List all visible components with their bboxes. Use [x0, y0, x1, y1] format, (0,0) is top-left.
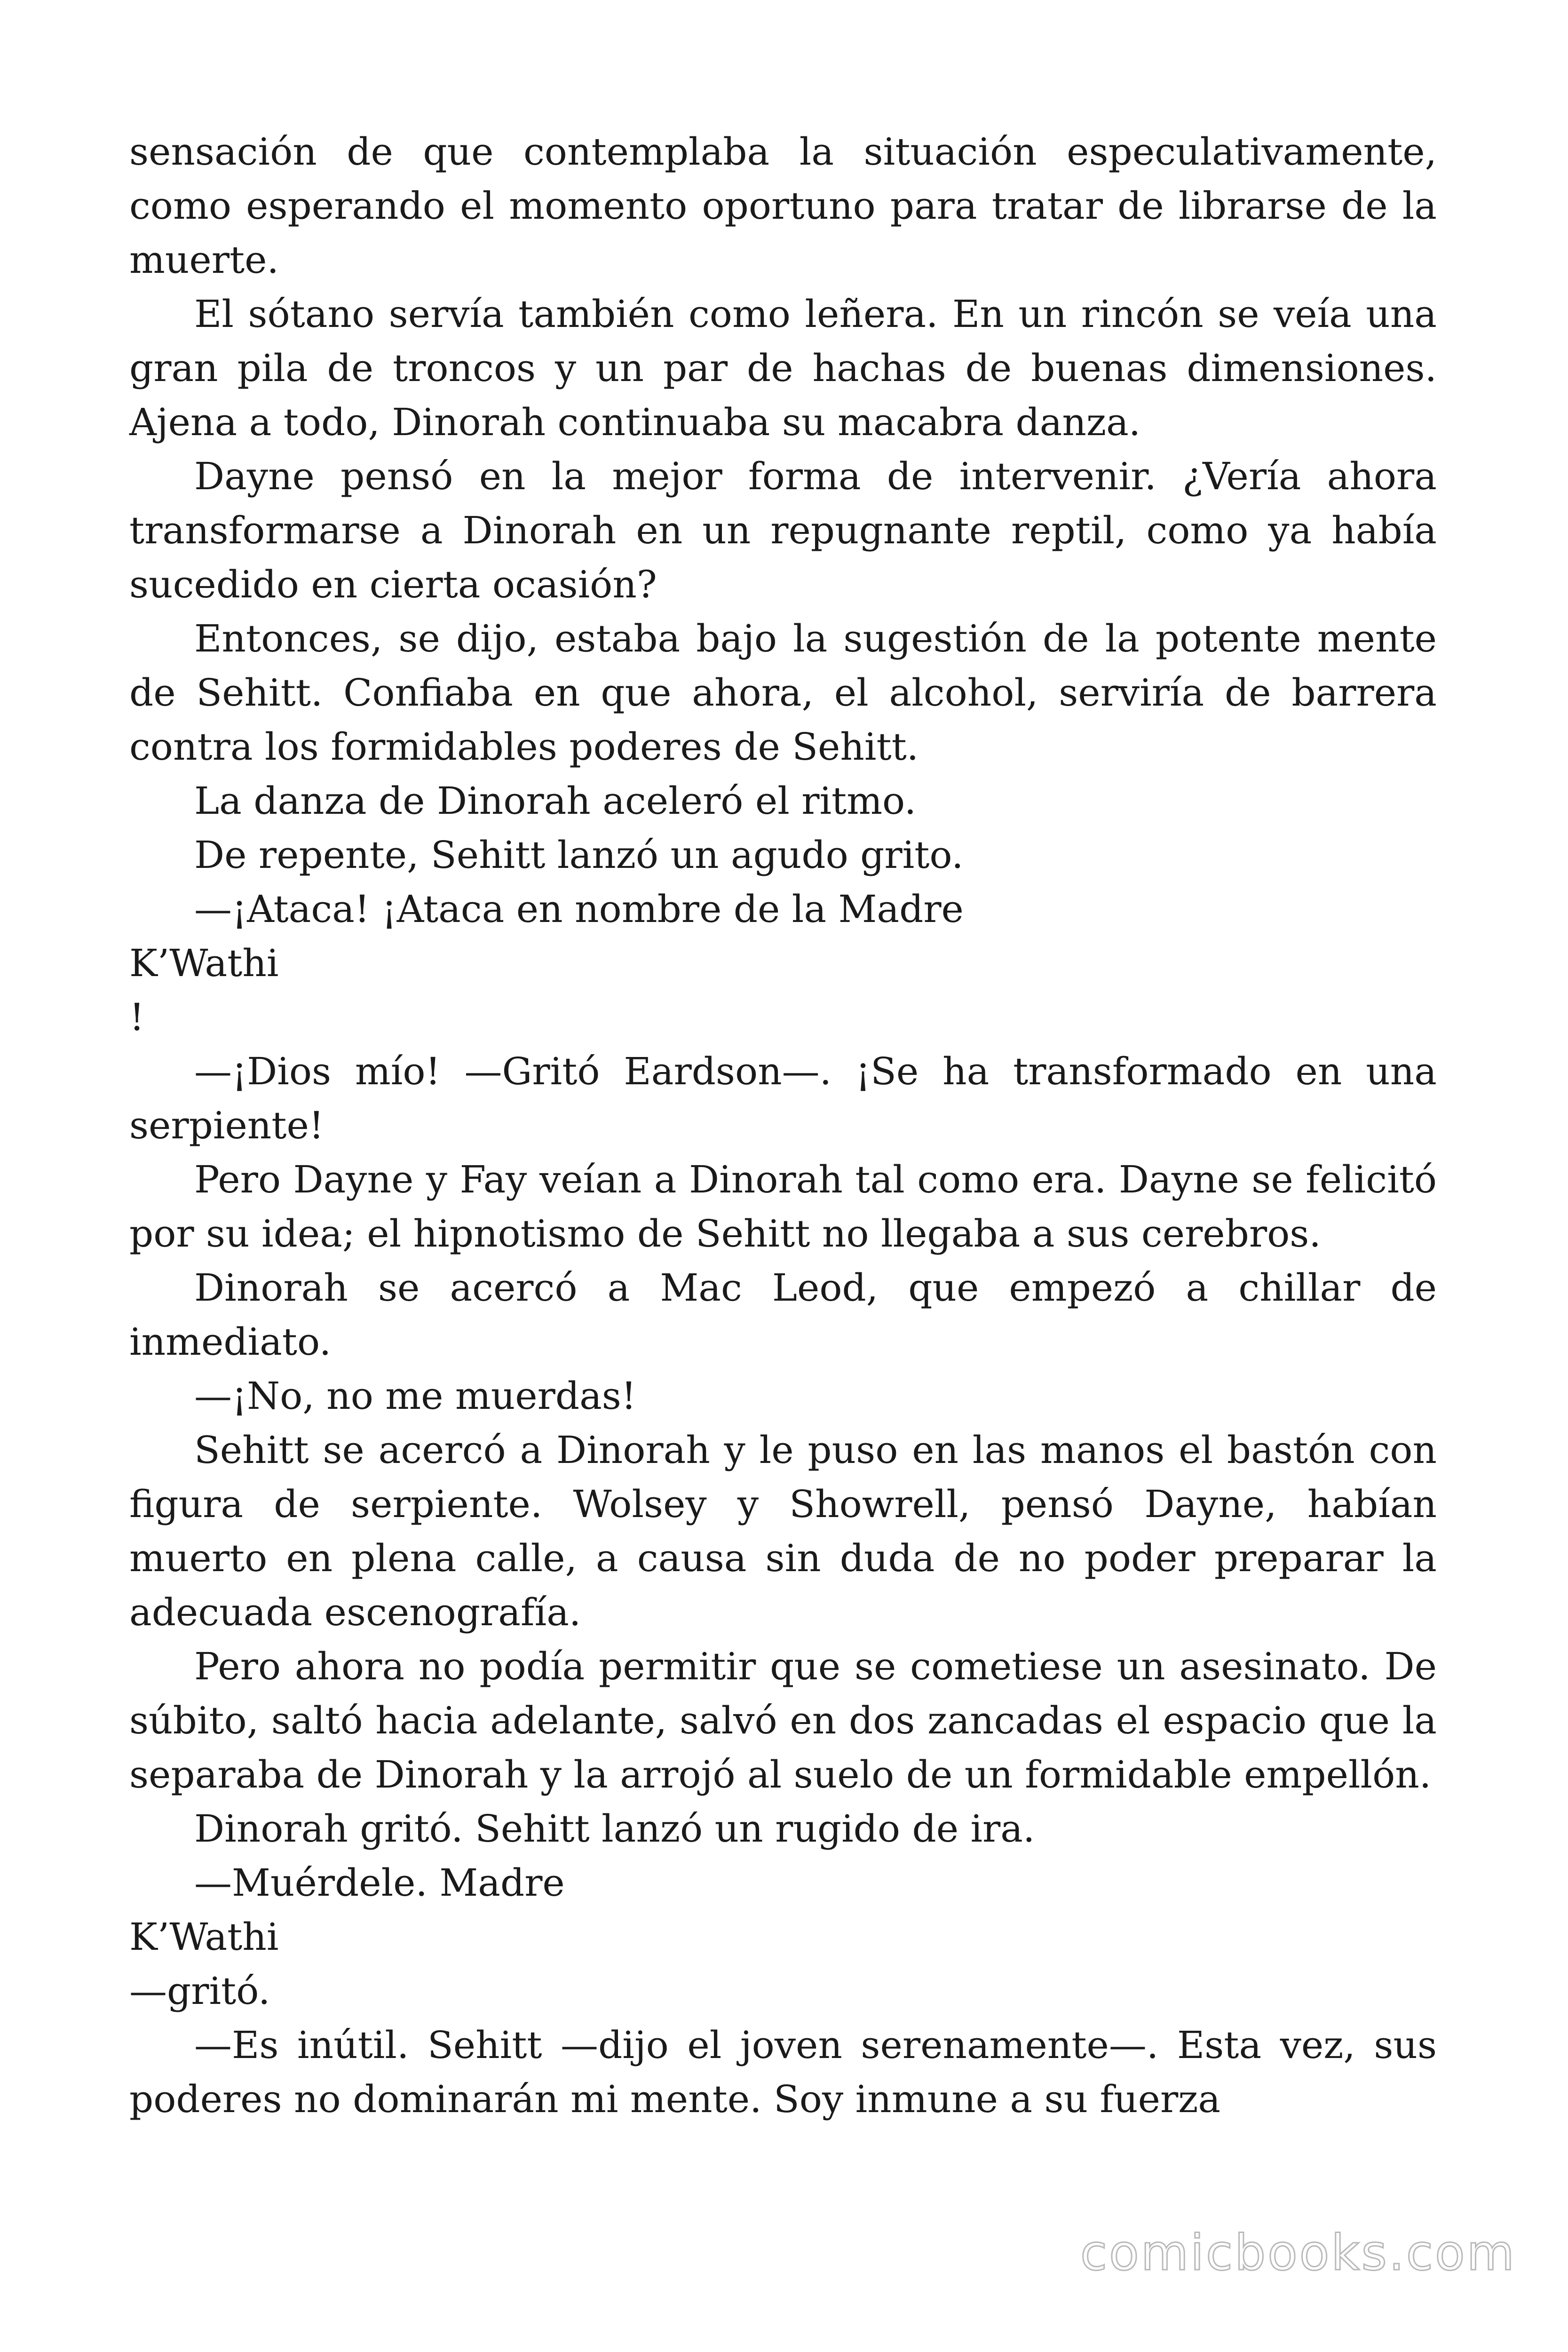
book-page: [129, 125, 1437, 2126]
paragraph-15: —Muérdele. Madre: [194, 1861, 565, 1905]
paragraph-7: —¡Ataca! ¡Ataca en nombre de la Madre: [194, 887, 964, 931]
paragraph-4: Entonces, se dijo, estaba bajo la sugestión de la potente mente de Sehitt. Confiaba en que ahora, el alcohol, serviría de barrera contra los formidables poderes de Sehitt.: [129, 617, 1437, 769]
line-grito: —gritó.: [129, 1969, 270, 2013]
paragraph-3: Dayne pensó en la mejor forma de intervenir. ¿Vería ahora transformarse a Dinorah en un repugnante reptil, como ya había sucedido en cierta ocasión?: [129, 454, 1437, 606]
paragraph-8: —¡Dios mío! —Gritó Eardson—. ¡Se ha transformado en una serpiente!: [129, 1049, 1437, 1147]
paragraph-14: Dinorah gritó. Sehitt lanzó un rugido de ira.: [194, 1807, 1035, 1851]
paragraph-5: La danza de Dinorah aceleró el ritmo.: [194, 779, 917, 823]
watermark-logo: comicbooks.com: [1080, 2224, 1516, 2281]
line-exclamation: !: [129, 995, 145, 1039]
paragraph-1: sensación de que contemplaba la situación especulativamente, como esperando el momento oportuno para tratar de librarse de la muerte.: [129, 130, 1437, 282]
line-kwathi-1: K’Wathi: [129, 941, 279, 985]
paragraph-6: De repente, Sehitt lanzó un agudo grito.: [194, 833, 964, 877]
paragraph-2: El sótano servía también como leñera. En un rincón se veía una gran pila de troncos y un par de hachas de buenas dimensiones. Ajena a todo, Dinorah continuaba su macabra danza.: [129, 292, 1437, 444]
paragraph-12: Sehitt se acercó a Dinorah y le puso en las manos el bastón con figura de serpiente. Wolsey y Showrell, pensó Dayne, habían muerto en plena calle, a causa sin duda de no poder preparar la adecuada escenografía.: [129, 1428, 1437, 1634]
paragraph-9: Pero Dayne y Fay veían a Dinorah tal como era. Dayne se felicitó por su idea; el hipnotismo de Sehitt no llegaba a sus cerebros.: [129, 1158, 1437, 1255]
paragraph-16: —Es inútil. Sehitt —dijo el joven serenamente—. Esta vez, sus poderes no dominarán mi mente. Soy inmune a su fuerza: [129, 2023, 1437, 2121]
line-kwathi-2: K’Wathi: [129, 1915, 279, 1959]
paragraph-11: —¡No, no me muerdas!: [194, 1374, 636, 1418]
paragraph-10: Dinorah se acercó a Mac Leod, que empezó a chillar de inmediato.: [129, 1266, 1437, 1364]
paragraph-13: Pero ahora no podía permitir que se cometiese un asesinato. De súbito, saltó hacia adelante, salvó en dos zancadas el espacio que la separaba de Dinorah y la arrojó al suelo de un formidable empellón.: [129, 1645, 1437, 1796]
